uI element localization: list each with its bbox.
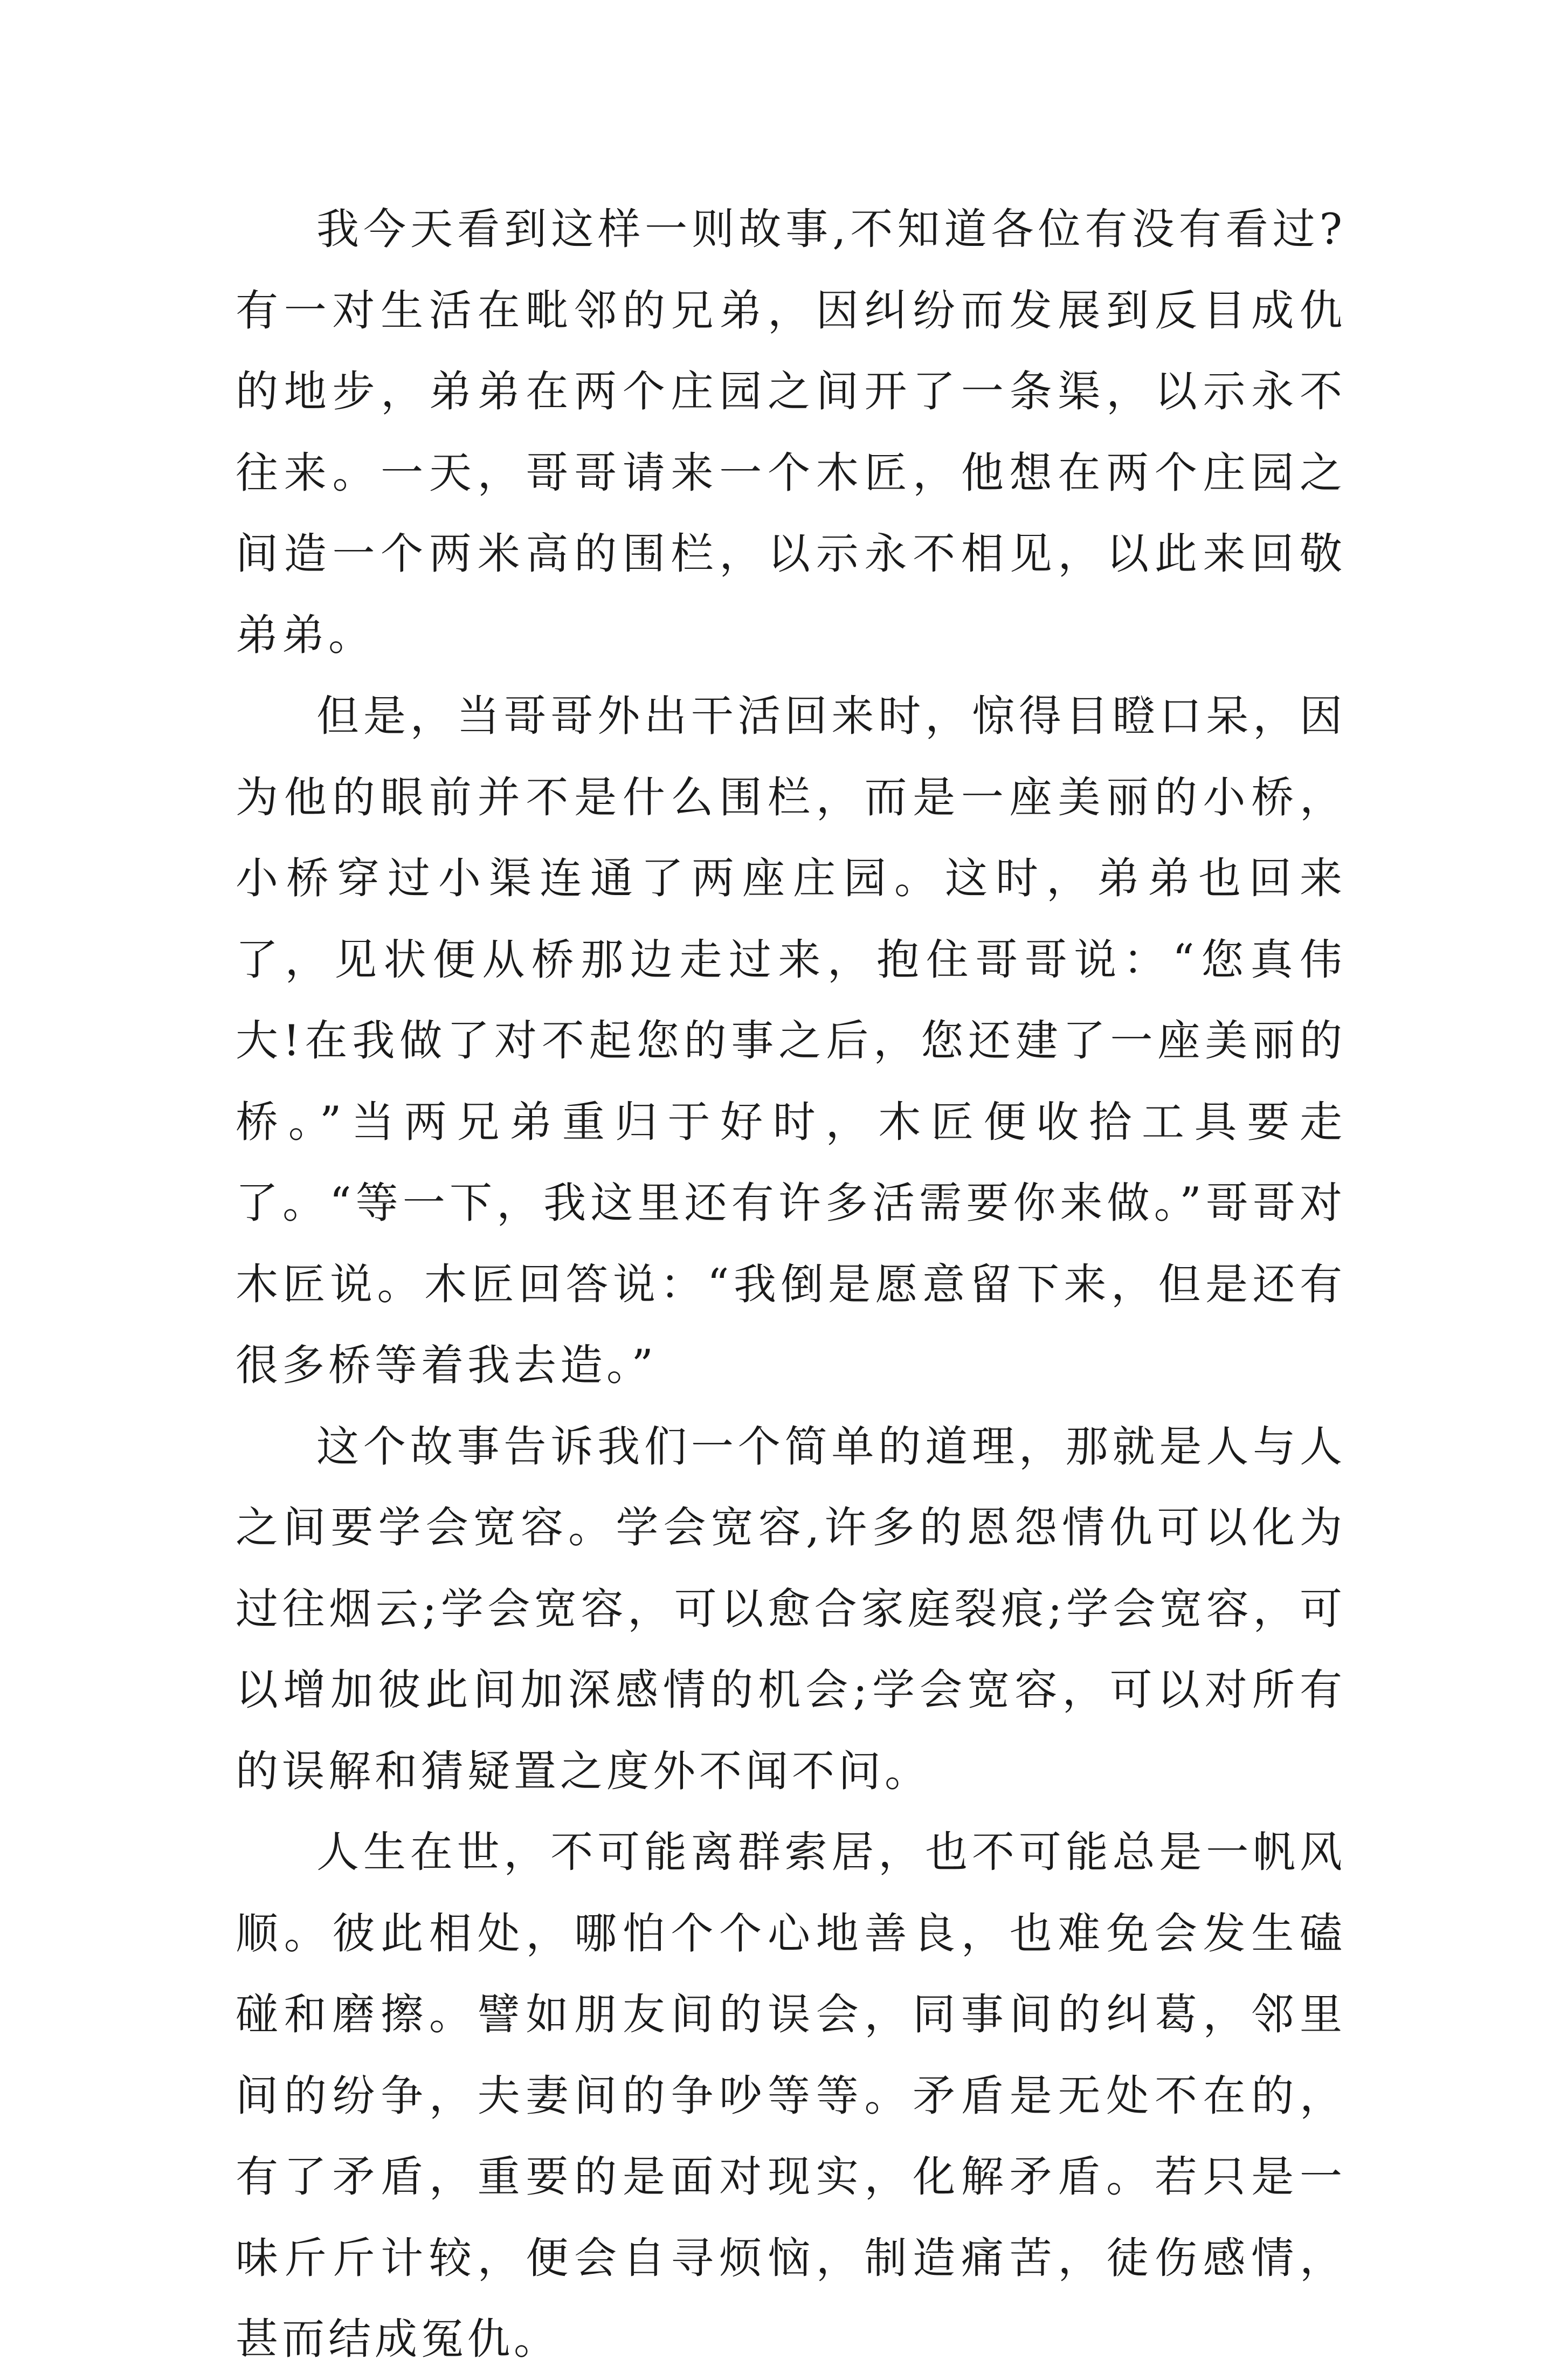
paragraph-1: 我今天看到这样一则故事,不知道各位有没有看过?有一对生活在毗邻的兄弟，因纠纷而发展到反目成仇的地步，弟弟在两个庄园之间开了一条渠，以示永不往来。一天，哥哥请来一个木匠，他想在两个庄园之间造一个两米高的围栏，以示永不相见，以此来回敬弟弟。: [236, 204, 1346, 660]
paragraph-4: 人生在世，不可能离群索居，也不可能总是一帆风顺。彼此相处，哪怕个个心地善良，也难免会发生磕碰和磨擦。譬如朋友间的误会，同事间的纠葛，邻里间的纷争，夫妻间的争吵等等。矛盾是无处不在的，有了矛盾，重要的是面对现实，化解矛盾。若只是一味斤斤计较，便会自寻烦恼，制造痛苦，徒伤感情，甚而结成冤仇。: [236, 1827, 1346, 2364]
document-body: [236, 189, 1346, 2380]
paragraph-3: 这个故事告诉我们一个简单的道理，那就是人与人之间要学会宽容。学会宽容,许多的恩怨情仇可以化为过往烟云;学会宽容，可以愈合家庭裂痕;学会宽容，可以增加彼此间加深感情的机会;学会宽容，可以对所有的误解和猜疑置之度外不闻不问。: [236, 1421, 1346, 1796]
paragraph-2: 但是，当哥哥外出干活回来时，惊得目瞪口呆，因为他的眼前并不是什么围栏，而是一座美丽的小桥，小桥穿过小渠连通了两座庄园。这时，弟弟也回来了，见状便从桥那边走过来，抱住哥哥说：“您真伟大!在我做了对不起您的事之后，您还建了一座美丽的桥。”当两兄弟重归于好时，木匠便收拾工具要走了。“等一下，我这里还有许多活需要你来做。”哥哥对木匠说。木匠回答说：“我倒是愿意留下来，但是还有很多桥等着我去造。”: [236, 691, 1346, 1390]
